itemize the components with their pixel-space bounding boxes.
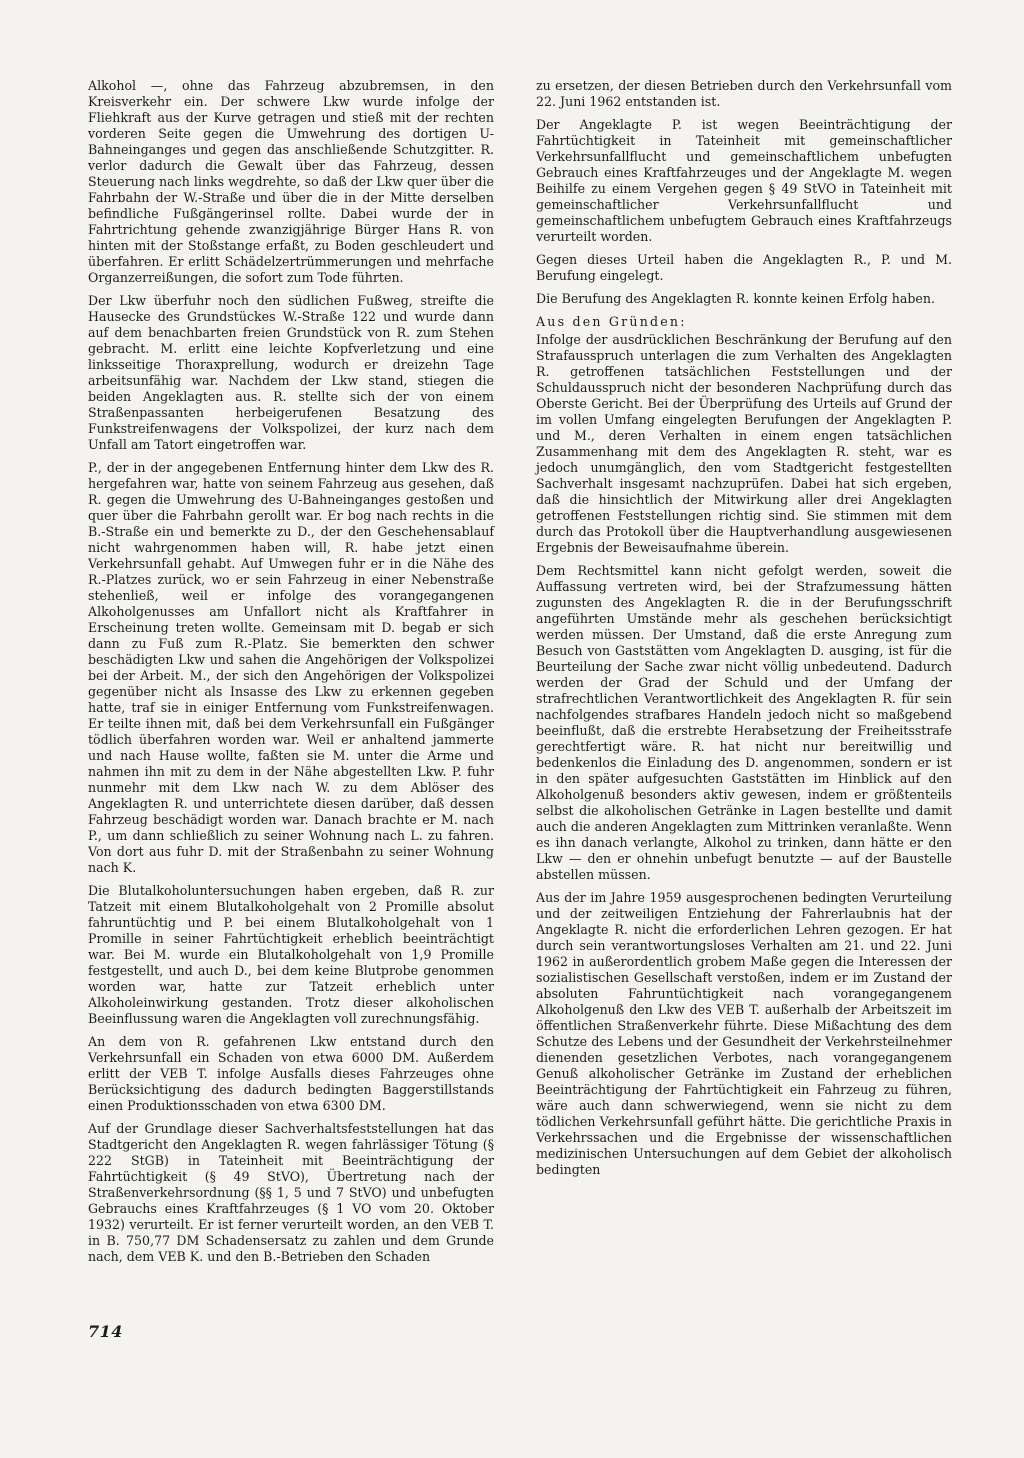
left-column [88, 78, 494, 1272]
body-paragraph: zu ersetzen, der diesen Betrieben durch den Verkehrsunfall vom 22. Juni 1962 entstanden ist. [536, 78, 952, 109]
body-paragraph: Die Blutalkoholuntersuchungen haben ergeben, daß R. zur Tatzeit mit einem Blutalkoholgehalt von 2 Promille absolut fahruntüchtig und P. bei einem Blutalkoholgehalt von 1 Promille in seiner Fahrtüchtigkeit erheblich beeinträchtigt war. Bei M. wurde ein Blutalkoholgehalt von 1,9 Promille festgestellt, und auch D., bei dem keine Blutprobe genommen worden war, hatte zur Tatzeit erheblich unter Alkoholeinwirkung gestanden. Trotz dieser alkoholischen Beeinflussung waren die Angeklagten voll zurechnungsfähig. [88, 883, 494, 1026]
body-paragraph: Auf der Grundlage dieser Sachverhaltsfeststellungen hat das Stadtgericht den Angeklagten R. wegen fahrlässiger Tötung (§ 222 StGB) in Tateinheit mit Beeinträchtigung der Fahrtüchtigkeit (§ 49 StVO), Übertretung nach der Straßenverkehrsordnung (§§ 1, 5 und 7 StVO) und unbefugten Gebrauchs eines Kraftfahrzeuges (§ 1 VO vom 20. Oktober 1932) verurteilt. Er ist ferner verurteilt worden, an den VEB T. in B. 750,77 DM Schadensersatz zu zahlen und dem Grunde nach, dem VEB K. und den B.-Betrieben den Schaden [88, 1121, 494, 1264]
body-paragraph: P., der in der angegebenen Entfernung hinter dem Lkw des R. hergefahren war, hatte von seinem Fahrzeug aus gesehen, daß R. gegen die Umwehrung des U-Bahneinganges gestoßen und quer über die Fahrbahn gerollt war. Er bog nach rechts in die B.-Straße ein und bemerkte zu D., der den Geschehensablauf nicht wahrgenommen haben will, R. habe jetzt einen Verkehrsunfall gehabt. Auf Umwegen fuhr er in die Nähe des R.-Platzes zurück, wo er sein Fahrzeug in einer Nebenstraße stehenließ, weil er infolge des vorangegangenen Alkoholgenusses am Unfallort nicht als Kraftfahrer in Erscheinung treten wollte. Gemeinsam mit D. begab er sich dann zu Fuß zum R.-Platz. Sie bemerkten den schwer beschädigten Lkw und sahen die Angehörigen der Volkspolizei bei der Arbeit. M., der sich den Angehörigen der Volkspolizei gegenüber nicht als Insasse des Lkw zu erkennen gegeben hatte, traf sie in einiger Entfernung vom Funkstreifenwagen. Er teilte ihnen mit, daß bei dem Verkehrsunfall ein Fußgänger tödlich überfahren worden war. Weil er anhaltend jammerte und nach Hause wollte, faßten sie M. unter die Arme und nahmen ihn mit zu dem in der Nähe abgestellten Lkw. P. fuhr nunmehr mit dem Lkw nach W. zu dem Ablöser des Angeklagten R. und unterrichtete diesen darüber, daß dessen Fahrzeug beschädigt worden war. Danach brachte er M. nach P., um dann schließlich zu seiner Wohnung nach L. zu fahren. Von dort aus fuhr D. mit der Straßenbahn zu seiner Wohnung nach K. [88, 460, 494, 875]
body-paragraph: Aus der im Jahre 1959 ausgesprochenen bedingten Verurteilung und der zeitweiligen Entziehung der Fahrerlaubnis hat der Angeklagte R. nicht die erforderlichen Lehren gezogen. Er hat durch sein verantwortungsloses Verhalten am 21. und 22. Juni 1962 in außerordentlich grobem Maße gegen die Interessen der sozialistischen Gesellschaft verstoßen, indem er im Zustand der absoluten Fahruntüchtigkeit nach vorangegangenem Alkoholgenuß den Lkw des VEB T. außerhalb der Arbeitszeit im öffentlichen Straßenverkehr führte. Diese Mißachtung des dem Schutze des Lebens und der Gesundheit der Verkehrsteilnehmer dienenden gesetzlichen Verbotes, nach vorangegangenem Genuß alkoholischer Getränke im Zustand der erheblichen Beeinträchtigung der Fahrtüchtigkeit ein Fahrzeug zu führen, wäre auch dann schwerwiegend, wenn sie nicht zu dem tödlichen Verkehrsunfall geführt hätte. Die gerichtliche Praxis in Verkehrssachen und die Ergebnisse der wissenschaftlichen medizinischen Untersuchungen auf dem Gebiet der alkoholisch bedingten [536, 890, 952, 1177]
body-paragraph: Der Angeklagte P. ist wegen Beeinträchtigung der Fahrtüchtigkeit in Tateinheit mit gemeinschaftlicher Verkehrsunfallflucht und gemeinschaftlichem unbefugten Gebrauch eines Kraftfahrzeuges und der Angeklagte M. wegen Beihilfe zu einem Vergehen gegen § 49 StVO in Tateinheit mit gemeinschaftlicher Verkehrsunfallflucht und gemeinschaftlichem unbefugtem Gebrauch eines Kraftfahrzeugs verurteilt worden. [536, 117, 952, 244]
body-paragraph: Der Lkw überfuhr noch den südlichen Fußweg, streifte die Hausecke des Grundstückes W.-Straße 122 und wurde dann auf dem benachbarten freien Grundstück von R. zum Stehen gebracht. M. erlitt eine leichte Kopfverletzung und eine linksseitige Thoraxprellung, wodurch er dreizehn Tage arbeitsunfähig war. Nachdem der Lkw stand, stiegen die beiden Angeklagten aus. R. stellte sich der von einem Straßenpassanten herbeigerufenen Besatzung des Funkstreifenwagens der Volkspolizei, der kurz nach dem Unfall am Tatort eingetroffen war. [88, 293, 494, 452]
body-paragraph: Dem Rechtsmittel kann nicht gefolgt werden, soweit die Auffassung vertreten wird, bei der Strafzumessung hätten zugunsten des Angeklagten R. die in der Berufungsschrift angeführten Umstände mehr als geschehen berücksichtigt werden müssen. Der Umstand, daß die erste Anregung zum Besuch von Gaststätten vom Angeklagten D. ausging, ist für die Beurteilung der Sache zwar nicht völlig unbedeutend. Dadurch werden der Grad der Schuld und der Umfang der strafrechtlichen Verantwortlichkeit des Angeklagten R. für sein nachfolgendes strafbares Handeln jedoch nicht so maßgebend beeinflußt, daß die erstrebte Herabsetzung der Freiheitsstrafe gerechtfertigt wäre. R. hat nicht nur bereitwillig und bedenkenlos die Einladung des D. angenommen, sondern er ist in den später aufgesuchten Gaststätten im Hinblick auf den Alkoholgenuß besonders aktiv gewesen, indem er größtenteils selbst die alkoholischen Getränke in Lagen bestellte und damit auch die anderen Angeklagten zum Mittrinken veranlaßte. Wenn es ihn danach verlangte, Alkohol zu trinken, dann hätte er den Lkw — den er ohnehin unbefugt benutzte — auf der Baustelle abstellen müssen. [536, 563, 952, 882]
page-number: 714 [88, 1322, 123, 1341]
body-paragraph: An dem von R. gefahrenen Lkw entstand durch den Verkehrsunfall ein Schaden von etwa 6000 DM. Außerdem erlitt der VEB T. infolge Ausfalls dieses Fahrzeuges ohne Berücksichtigung des dadurch bedingten Baggerstillstands einen Produktionsschaden von etwa 6300 DM. [88, 1034, 494, 1113]
body-paragraph: Gegen dieses Urteil haben die Angeklagten R., P. und M. Berufung eingelegt. [536, 252, 952, 283]
body-paragraph: Alkohol —, ohne das Fahrzeug abzubremsen, in den Kreisverkehr ein. Der schwere Lkw wurde infolge der Fliehkraft aus der Kurve getragen und stieß mit der rechten vorderen Seite gegen die Umwehrung des dortigen U-Bahneinganges und gegen das anschließende Schutzgitter. R. verlor dadurch die Gewalt über das Fahrzeug, dessen Steuerung nach links wegdrehte, so daß der Lkw quer über die Fahrbahn der W.-Straße und über die in der Mitte derselben befindliche Fußgängerinsel rollte. Dabei wurde der in Fahrtrichtung gehende zwanzigjährige Bürger Hans R. von hinten mit der Stoßstange erfaßt, zu Boden geschleudert und überfahren. Er erlitt Schädelzertrümmerungen und mehrfache Organzerreißungen, die sofort zum Tode führten. [88, 78, 494, 285]
section-heading: Aus den Gründen: [536, 314, 687, 329]
right-column [536, 78, 952, 1185]
body-paragraph: Die Berufung des Angeklagten R. konnte keinen Erfolg haben. [536, 291, 935, 306]
body-paragraph: Infolge der ausdrücklichen Beschränkung der Berufung auf den Strafausspruch unterlagen die zum Verhalten des Angeklagten R. getroffenen tatsächlichen Feststellungen und der Schuldausspruch nicht der besonderen Nachprüfung durch das Oberste Gericht. Bei der Überprüfung des Urteils auf Grund der im vollen Umfang eingelegten Berufungen der Angeklagten P. und M., deren Verhalten in einem engen tatsächlichen Zusammenhang mit dem des Angeklagten R. steht, war es jedoch unumgänglich, den vom Stadtgericht festgestellten Sachverhalt insgesamt nachzuprüfen. Dabei hat sich ergeben, daß die hinsichtlich der Mitwirkung aller drei Angeklagten getroffenen Feststellungen richtig sind. Sie stimmen mit dem durch das Protokoll über die Hauptverhandlung ausgewiesenen Ergebnis der Beweisaufnahme überein. [536, 332, 952, 555]
